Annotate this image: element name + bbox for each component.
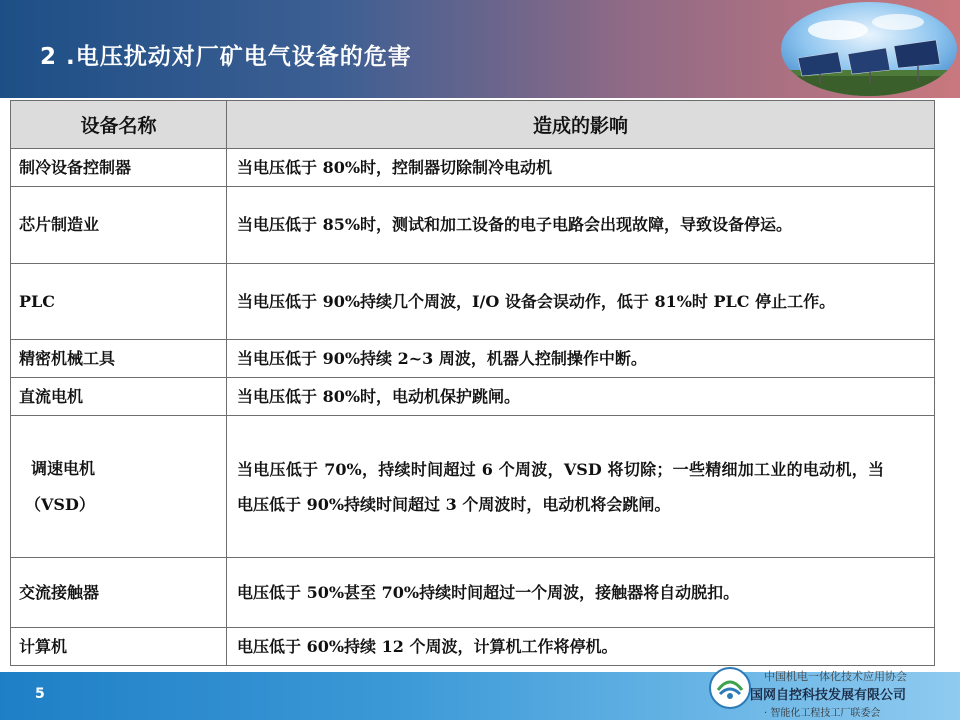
table-row <box>11 340 935 378</box>
camcta-logo-icon <box>708 666 752 710</box>
logo-text-top: 中国机电一体化技术应用协会 <box>764 670 907 683</box>
equipment-name-line2: （VSD） <box>25 494 95 514</box>
impact-text: 当电压低于 90%持续 2~3 周波，机器人控制操作中断。 <box>227 340 935 378</box>
impact-text: 电压低于 50%甚至 70%持续时间超过一个周波，接触器将自动脱扣。 <box>227 558 935 628</box>
organization-logo <box>700 662 960 720</box>
logo-text-main: 国网自控科技发展有限公司 <box>750 688 907 703</box>
equipment-name-line1: 调速电机 <box>31 458 96 478</box>
table-row <box>11 416 935 558</box>
equipment-impact-table <box>10 100 935 666</box>
column-header-equipment: 设备名称 <box>11 101 227 149</box>
equipment-name <box>11 416 227 558</box>
table-row <box>11 378 935 416</box>
equipment-name: 精密机械工具 <box>11 340 227 378</box>
equipment-name: PLC <box>11 264 227 340</box>
table-row <box>11 628 935 666</box>
table-row <box>11 149 935 187</box>
table-row <box>11 264 935 340</box>
impact-text: 当电压低于 90%持续几个周波，I/O 设备会误动作，低于 81%时 PLC 停止工作。 <box>227 264 935 340</box>
impact-text: 电压低于 60%持续 12 个周波，计算机工作将停机。 <box>227 628 935 666</box>
page-number: 5 <box>35 686 45 702</box>
table-row <box>11 187 935 264</box>
impact-text: 当电压低于 80%时，控制器切除制冷电动机 <box>227 149 935 187</box>
page-title: 2 .电压扰动对厂矿电气设备的危害 <box>40 44 412 70</box>
hazard-table <box>10 100 934 666</box>
equipment-name: 制冷设备控制器 <box>11 149 227 187</box>
table-row <box>11 558 935 628</box>
logo-text-bottom: · 智能化工程技工厂联委会 <box>764 708 881 719</box>
column-header-impact: 造成的影响 <box>227 101 935 149</box>
header-bar <box>0 0 960 98</box>
equipment-name: 计算机 <box>11 628 227 666</box>
table-header-row <box>11 101 935 149</box>
equipment-name: 交流接触器 <box>11 558 227 628</box>
equipment-name: 直流电机 <box>11 378 227 416</box>
impact-text: 当电压低于 80%时，电动机保护跳闸。 <box>227 378 935 416</box>
impact-text: 当电压低于 70%，持续时间超过 6 个周波，VSD 将切除；一些精细加工业的电动机，当电压低于 90%持续时间超过 3 个周波时，电动机将会跳闸。 <box>227 416 935 558</box>
impact-text: 当电压低于 85%时，测试和加工设备的电子电路会出现故障，导致设备停运。 <box>227 187 935 264</box>
solar-panel-photo <box>778 0 960 98</box>
equipment-name: 芯片制造业 <box>11 187 227 264</box>
